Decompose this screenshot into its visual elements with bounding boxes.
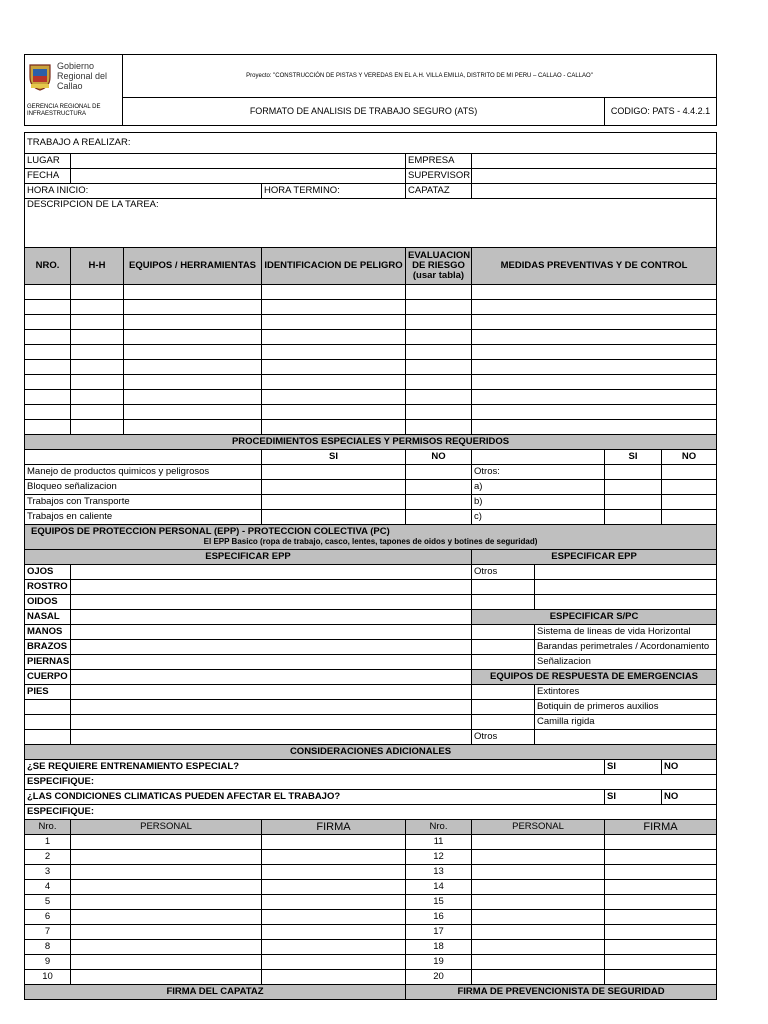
personal-name-field[interactable]	[472, 895, 605, 910]
personal-name-field[interactable]	[71, 955, 262, 970]
risk-cell[interactable]	[71, 405, 124, 420]
risk-cell[interactable]	[124, 360, 262, 375]
lugar-field[interactable]	[71, 154, 406, 169]
risk-cell[interactable]	[406, 300, 472, 315]
personal-name-field[interactable]	[472, 940, 605, 955]
epp-field[interactable]	[71, 700, 472, 715]
personal-name-field[interactable]	[472, 835, 605, 850]
risk-cell[interactable]	[71, 390, 124, 405]
risk-cell[interactable]	[262, 390, 406, 405]
personal-name-field[interactable]	[71, 940, 262, 955]
procedimientos-title: PROCEDIMIENTOS ESPECIALES Y PERMISOS REQUERIDOS	[25, 435, 717, 450]
descripcion-label: DESCRIPCION DE LA TAREA:	[25, 199, 717, 248]
risk-cell[interactable]	[472, 390, 717, 405]
personal-firma-field[interactable]	[262, 970, 406, 985]
epp-field[interactable]	[71, 595, 472, 610]
risk-cell[interactable]	[262, 330, 406, 345]
personal-firma-field[interactable]	[262, 925, 406, 940]
proc-si-cell[interactable]	[605, 495, 662, 510]
epp-part: MANOS	[25, 625, 71, 640]
risk-cell[interactable]	[25, 420, 71, 435]
personal-nro: 9	[25, 955, 71, 970]
risk-cell[interactable]	[124, 345, 262, 360]
personal-name-field[interactable]	[71, 910, 262, 925]
epp-part: NASAL	[25, 610, 71, 625]
form-header	[24, 54, 717, 126]
epp-field[interactable]	[71, 565, 472, 580]
epp-part: OJOS	[25, 565, 71, 580]
spc-item: Barandas perimetrales / Acordonamiento	[535, 640, 717, 655]
risk-cell[interactable]	[472, 330, 717, 345]
personal-nro: 14	[406, 880, 472, 895]
epp-field[interactable]	[71, 610, 472, 625]
personal-row	[25, 895, 717, 910]
risk-cell[interactable]	[262, 285, 406, 300]
personal-firma-field[interactable]	[262, 895, 406, 910]
personal-firma-field[interactable]	[262, 910, 406, 925]
col-evaluacion: EVALUACION DE RIESGO (usar tabla)	[406, 248, 472, 285]
personal-nro: 20	[406, 970, 472, 985]
proc-si-cell[interactable]	[605, 480, 662, 495]
epp-otros-field[interactable]	[535, 565, 717, 580]
risk-cell[interactable]	[472, 345, 717, 360]
capataz-field[interactable]	[472, 184, 717, 199]
coat-of-arms-icon	[27, 61, 53, 91]
proc-si-cell[interactable]	[262, 510, 406, 525]
personal-header: PERSONAL	[71, 820, 262, 835]
format-title: FORMATO DE ANALISIS DE TRABAJO SEGURO (ATS)	[123, 97, 605, 126]
personal-row	[25, 940, 717, 955]
emergencias-title: EQUIPOS DE RESPUESTA DE EMERGENCIAS	[472, 670, 717, 685]
risk-cell[interactable]	[71, 375, 124, 390]
personal-nro: 12	[406, 850, 472, 865]
risk-cell[interactable]	[406, 360, 472, 375]
proc-si-cell[interactable]	[605, 465, 662, 480]
especifique-2: ESPECIFIQUE:	[25, 805, 717, 820]
personal-name-field[interactable]	[71, 970, 262, 985]
emergencia-check[interactable]	[472, 700, 535, 715]
risk-cell[interactable]	[71, 330, 124, 345]
emergencia-item: Botiquin de primeros auxilios	[535, 700, 717, 715]
risk-cell[interactable]	[406, 405, 472, 420]
personal-row	[25, 970, 717, 985]
personal-nro: 10	[25, 970, 71, 985]
proc-si-cell[interactable]	[605, 510, 662, 525]
proc-otros: a)	[472, 480, 605, 495]
personal-row	[25, 835, 717, 850]
proc-no-cell[interactable]	[406, 510, 472, 525]
empresa-label: EMPRESA	[406, 154, 472, 169]
personal-nro: 7	[25, 925, 71, 940]
especificar-epp-right: ESPECIFICAR EPP	[472, 550, 717, 565]
risk-row	[25, 285, 717, 300]
proc-item: Trabajos con Transporte	[25, 495, 262, 510]
especifique-1: ESPECIFIQUE:	[25, 775, 717, 790]
epp-field[interactable]	[71, 730, 472, 745]
personal-name-field[interactable]	[472, 865, 605, 880]
proc-no-header: NO	[406, 450, 472, 465]
proc-otros: c)	[472, 510, 605, 525]
risk-row	[25, 390, 717, 405]
q1-no[interactable]: NO	[662, 760, 717, 775]
risk-cell[interactable]	[472, 405, 717, 420]
personal-firma-field[interactable]	[262, 880, 406, 895]
q2-si[interactable]: SI	[605, 790, 662, 805]
personal-name-field[interactable]	[71, 880, 262, 895]
proc-item: Bloqueo señalizacion	[25, 480, 262, 495]
risk-cell[interactable]	[406, 375, 472, 390]
proc-si-header-2: SI	[605, 450, 662, 465]
emergencia-check[interactable]	[472, 715, 535, 730]
personal-row	[25, 850, 717, 865]
q2-no[interactable]: NO	[662, 790, 717, 805]
personal-nro: 2	[25, 850, 71, 865]
personal-firma-field[interactable]	[605, 940, 717, 955]
spc-check[interactable]	[472, 625, 535, 640]
risk-cell[interactable]	[472, 360, 717, 375]
col-equipos: EQUIPOS / HERRAMIENTAS	[124, 248, 262, 285]
risk-cell[interactable]	[262, 315, 406, 330]
personal-nro: 1	[25, 835, 71, 850]
supervisor-label: SUPERVISOR	[406, 169, 472, 184]
risk-row	[25, 330, 717, 345]
personal-name-field[interactable]	[71, 865, 262, 880]
personal-nro: 8	[25, 940, 71, 955]
especificar-epp-left: ESPECIFICAR EPP	[25, 550, 472, 565]
risk-cell[interactable]	[472, 315, 717, 330]
epp-part: PIES	[25, 685, 71, 700]
personal-firma-field[interactable]	[605, 970, 717, 985]
personal-firma-field[interactable]	[605, 880, 717, 895]
col-peligro: IDENTIFICACION DE PELIGRO	[262, 248, 406, 285]
personal-row	[25, 865, 717, 880]
risk-cell[interactable]	[25, 315, 71, 330]
risk-cell[interactable]	[262, 420, 406, 435]
risk-cell[interactable]	[25, 360, 71, 375]
consideraciones-title: CONSIDERACIONES ADICIONALES	[25, 745, 717, 760]
personal-firma-field[interactable]	[262, 955, 406, 970]
risk-row	[25, 405, 717, 420]
personal-nro: 6	[25, 910, 71, 925]
epp-title-block	[25, 525, 717, 550]
capataz-label: CAPATAZ	[406, 184, 472, 199]
risk-row	[25, 315, 717, 330]
personal-name-field[interactable]	[472, 850, 605, 865]
lugar-label: LUGAR	[25, 154, 71, 169]
personal-firma-field[interactable]	[262, 850, 406, 865]
personal-nro: 13	[406, 865, 472, 880]
epp-part: PIERNAS	[25, 655, 71, 670]
personal-nro: 4	[25, 880, 71, 895]
personal-name-field[interactable]	[71, 925, 262, 940]
risk-cell[interactable]	[71, 285, 124, 300]
epp-field[interactable]	[71, 580, 472, 595]
personal-nro: 17	[406, 925, 472, 940]
q1-si[interactable]: SI	[605, 760, 662, 775]
personal-firma-field[interactable]	[262, 865, 406, 880]
risk-cell[interactable]	[71, 360, 124, 375]
risk-cell[interactable]	[25, 300, 71, 315]
risk-cell[interactable]	[25, 390, 71, 405]
risk-row	[25, 420, 717, 435]
risk-row	[25, 345, 717, 360]
personal-row	[25, 955, 717, 970]
proc-otros: Otros:	[472, 465, 605, 480]
personal-name-field[interactable]	[472, 925, 605, 940]
personal-nro: 18	[406, 940, 472, 955]
personal-name-field[interactable]	[472, 955, 605, 970]
epp-part: CUERPO	[25, 670, 71, 685]
risk-cell[interactable]	[71, 420, 124, 435]
proc-item: Manejo de productos quimicos y peligrosos	[25, 465, 262, 480]
proc-no-cell[interactable]	[662, 465, 717, 480]
personal-firma-field[interactable]	[605, 910, 717, 925]
personal-header-2: PERSONAL	[472, 820, 605, 835]
spc-check[interactable]	[472, 640, 535, 655]
risk-cell[interactable]	[262, 375, 406, 390]
personal-firma-field[interactable]	[262, 835, 406, 850]
personal-nro-header: Nro.	[25, 820, 71, 835]
logo-cell	[25, 55, 123, 98]
epp-otros-label: Otros	[472, 565, 535, 580]
personal-row	[25, 910, 717, 925]
personal-nro: 16	[406, 910, 472, 925]
epp-field[interactable]	[71, 685, 472, 700]
emergencia-check[interactable]	[472, 685, 535, 700]
risk-cell[interactable]	[406, 330, 472, 345]
personal-firma-field[interactable]	[605, 865, 717, 880]
epp-part: OIDOS	[25, 595, 71, 610]
proc-no-cell[interactable]	[406, 495, 472, 510]
personal-name-field[interactable]	[71, 895, 262, 910]
risk-cell[interactable]	[71, 315, 124, 330]
firma-header-2: FIRMA	[605, 820, 717, 835]
personal-row	[25, 925, 717, 940]
risk-cell[interactable]	[71, 345, 124, 360]
proc-no-cell[interactable]	[406, 480, 472, 495]
personal-firma-field[interactable]	[605, 835, 717, 850]
proc-no-cell[interactable]	[406, 465, 472, 480]
firma-prevencionista: FIRMA DE PREVENCIONISTA DE SEGURIDAD	[406, 985, 717, 1000]
risk-row	[25, 375, 717, 390]
risk-cell[interactable]	[124, 330, 262, 345]
risk-row	[25, 300, 717, 315]
gerencia-label: GERENCIA REGIONAL DE INFRAESTRUCTURA	[25, 97, 123, 126]
personal-rows	[25, 835, 717, 985]
proc-si-cell[interactable]	[262, 495, 406, 510]
emergencia-otros-label: Otros	[472, 730, 535, 745]
personal-name-field[interactable]	[71, 835, 262, 850]
epp-part: ROSTRO	[25, 580, 71, 595]
logo-text: Gobierno Regional del Callao	[57, 61, 108, 91]
risk-cell[interactable]	[71, 300, 124, 315]
risk-cell[interactable]	[124, 300, 262, 315]
risk-cell[interactable]	[472, 285, 717, 300]
risk-cell[interactable]	[262, 405, 406, 420]
epp-field[interactable]	[71, 640, 472, 655]
risk-row	[25, 360, 717, 375]
risk-cell[interactable]	[262, 345, 406, 360]
risk-cell[interactable]	[124, 405, 262, 420]
risk-cell[interactable]	[25, 405, 71, 420]
proc-otros: b)	[472, 495, 605, 510]
risk-cell[interactable]	[472, 420, 717, 435]
trabajo-label: TRABAJO A REALIZAR:	[25, 133, 717, 154]
epp-title: EQUIPOS DE PROTECCION PERSONAL (EPP) - PROTECCION COLECTIVA (PC)	[31, 526, 390, 537]
proc-no-cell[interactable]	[662, 480, 717, 495]
supervisor-field[interactable]	[472, 169, 717, 184]
personal-nro: 11	[406, 835, 472, 850]
emergencia-otros-field[interactable]	[535, 730, 717, 745]
proc-no-header-2: NO	[662, 450, 717, 465]
epp-part: BRAZOS	[25, 640, 71, 655]
risk-cell[interactable]	[406, 390, 472, 405]
question-clima: ¿LAS CONDICIONES CLIMATICAS PUEDEN AFECTAR EL TRABAJO?	[25, 790, 605, 805]
firma-header: FIRMA	[262, 820, 406, 835]
personal-name-field[interactable]	[472, 910, 605, 925]
firma-capataz: FIRMA DEL CAPATAZ	[25, 985, 406, 1000]
hora-termino-label: HORA TERMINO:	[262, 184, 406, 199]
risk-cell[interactable]	[124, 390, 262, 405]
risk-cell[interactable]	[472, 300, 717, 315]
emergencia-item: Camilla rigida	[535, 715, 717, 730]
personal-firma-field[interactable]	[262, 940, 406, 955]
ats-table	[24, 132, 717, 1000]
risk-cell[interactable]	[25, 345, 71, 360]
proc-no-cell[interactable]	[662, 495, 717, 510]
risk-cell[interactable]	[25, 375, 71, 390]
risk-cell[interactable]	[25, 330, 71, 345]
risk-cell[interactable]	[406, 420, 472, 435]
personal-row	[25, 880, 717, 895]
risk-cell[interactable]	[262, 360, 406, 375]
risk-cell[interactable]	[262, 300, 406, 315]
spc-item: Sistema de lineas de vida Horizontal	[535, 625, 717, 640]
format-code: CODIGO: PATS - 4.4.2.1	[605, 97, 717, 126]
proc-si-cell[interactable]	[262, 465, 406, 480]
epp-subtitle: El EPP Basico (ropa de trabajo, casco, lentes, tapones de oidos y botines de seguridad)	[203, 537, 538, 546]
col-hh: H-H	[71, 248, 124, 285]
epp-field[interactable]	[71, 625, 472, 640]
personal-nro: 19	[406, 955, 472, 970]
risk-cell[interactable]	[124, 375, 262, 390]
epp-field[interactable]	[71, 715, 472, 730]
spc-check[interactable]	[472, 655, 535, 670]
col-medidas: MEDIDAS PREVENTIVAS Y DE CONTROL	[472, 248, 717, 285]
project-title: Proyecto: "CONSTRUCCIÓN DE PISTAS Y VEREDAS EN EL A.H. VILLA EMILIA, DISTRITO DE MI PERU – CALLAO - CALLAO"	[123, 55, 717, 98]
risk-cell[interactable]	[406, 315, 472, 330]
risk-cell[interactable]	[406, 285, 472, 300]
fecha-label: FECHA	[25, 169, 71, 184]
fecha-field[interactable]	[71, 169, 406, 184]
personal-nro: 15	[406, 895, 472, 910]
personal-nro: 3	[25, 865, 71, 880]
especificar-spc: ESPECIFICAR S/PC	[472, 610, 717, 625]
personal-name-field[interactable]	[472, 970, 605, 985]
hora-inicio-label: HORA INICIO:	[25, 184, 262, 199]
proc-si-header: SI	[262, 450, 406, 465]
personal-firma-field[interactable]	[605, 895, 717, 910]
personal-name-field[interactable]	[472, 880, 605, 895]
personal-firma-field[interactable]	[605, 850, 717, 865]
risk-cell[interactable]	[124, 285, 262, 300]
risk-cell[interactable]	[25, 285, 71, 300]
personal-nro-header-2: Nro.	[406, 820, 472, 835]
col-nro: NRO.	[25, 248, 71, 285]
emergencia-item: Extintores	[535, 685, 717, 700]
risk-cell[interactable]	[124, 420, 262, 435]
empresa-field[interactable]	[472, 154, 717, 169]
personal-firma-field[interactable]	[605, 955, 717, 970]
proc-si-cell[interactable]	[262, 480, 406, 495]
spc-item: Señalizacion	[535, 655, 717, 670]
epp-field[interactable]	[71, 655, 472, 670]
risk-cell[interactable]	[472, 375, 717, 390]
proc-item: Trabajos en caliente	[25, 510, 262, 525]
personal-nro: 5	[25, 895, 71, 910]
risk-cell[interactable]	[124, 315, 262, 330]
personal-firma-field[interactable]	[605, 925, 717, 940]
epp-field[interactable]	[71, 670, 472, 685]
risk-cell[interactable]	[406, 345, 472, 360]
question-entrenamiento: ¿SE REQUIERE ENTRENAMIENTO ESPECIAL?	[25, 760, 605, 775]
proc-no-cell[interactable]	[662, 510, 717, 525]
personal-name-field[interactable]	[71, 850, 262, 865]
ats-form	[24, 54, 716, 1000]
risk-rows	[25, 285, 717, 435]
